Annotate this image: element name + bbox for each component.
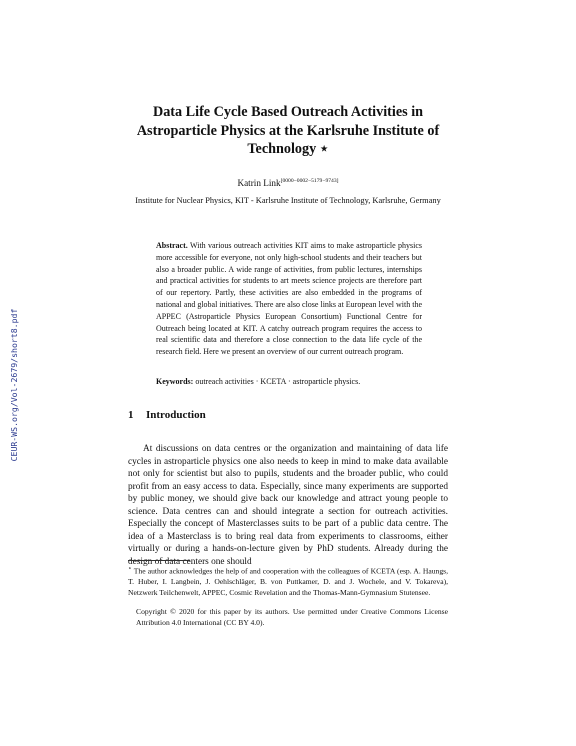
section-heading bbox=[128, 409, 206, 421]
footnote-rule bbox=[128, 560, 190, 561]
abstract-label: Abstract. bbox=[156, 241, 188, 250]
body-paragraph: At discussions on data centres or the organization and maintaining of data life cycles in astroparticle physics one also needs to keep in mind to make data available not only for scientist but also to pupils, students and the broader public, who could profit from an easy access to data. Especially, since many experiments are supported by public money, we should give back our knowledge and attract young people to science. Data centres can and should integrate a section for outreach activities. Especially the concept of Masterclasses suits to be part of a public data centre. The idea of a Masterclass is to bring real data from experiments to classrooms, either virtually or during a hands-on-lecture given by PhD students. Already during the design of data centers one should bbox=[128, 444, 448, 567]
paper-title: Data Life Cycle Based Outreach Activities in Astroparticle Physics at the Karlsruhe Institute of Technology ⋆ bbox=[136, 104, 440, 157]
abstract bbox=[156, 240, 422, 358]
footnote bbox=[128, 564, 448, 599]
affiliation: Institute for Nuclear Physics, KIT - Karlsruhe Institute of Technology, Karlsruhe, Germany bbox=[135, 196, 441, 205]
section-number: 1 bbox=[128, 409, 134, 421]
author-orcid: [0000−0002−5179−9743] bbox=[280, 178, 339, 184]
author-name: Katrin Link bbox=[237, 178, 281, 189]
keywords bbox=[156, 377, 422, 386]
section-title: Introduction bbox=[146, 409, 206, 421]
keywords-label: Keywords: bbox=[156, 377, 194, 386]
abstract-text: With various outreach activities KIT aims to make astroparticle physics more accessible for everyone, not only high-school students and their teachers but also a broader public. A wide range of activities, from public lectures, internships and practical activities for students to art meets science projects are therefore part of our repertory. Partly, these activities are also embedded in the programs of national and global initiatives. There are also close links at European level with the APPEC (Astroparticle Physics European Consortium) Functional Centre for Outreach being located at KIT. A catchy outreach program requires the access to real scientific data and therefore a close connection to the data life cycle of the research field. Here we present an overview of our current outreach program. bbox=[156, 241, 422, 357]
footnote-text: The author acknowledges the help of and cooperation with the colleagues of KCETA (esp. A. Haungs, T. Huber, I. Langbein, J. Oehlschläger, B. von Puttkamer, D. and J. Wochele, and V. Tokareva), Netzwerk Teilchenwelt, APPEC, Cosmic Revelation and the Thomas-Mann-Gymnasium Stutensee. bbox=[128, 566, 448, 598]
copyright-notice: Copyright © 2020 for this paper by its authors. Use permitted under Creative Commons License Attribution 4.0 International (CC BY 4.0). bbox=[136, 607, 448, 627]
author-line bbox=[0, 178, 576, 188]
keywords-text: outreach activities · KCETA · astroparticle physics. bbox=[195, 377, 361, 386]
footnote-mark: ⋆ bbox=[128, 566, 132, 572]
side-url[interactable]: CEUR-WS.org/Vol-2679/short8.pdf bbox=[9, 308, 19, 462]
